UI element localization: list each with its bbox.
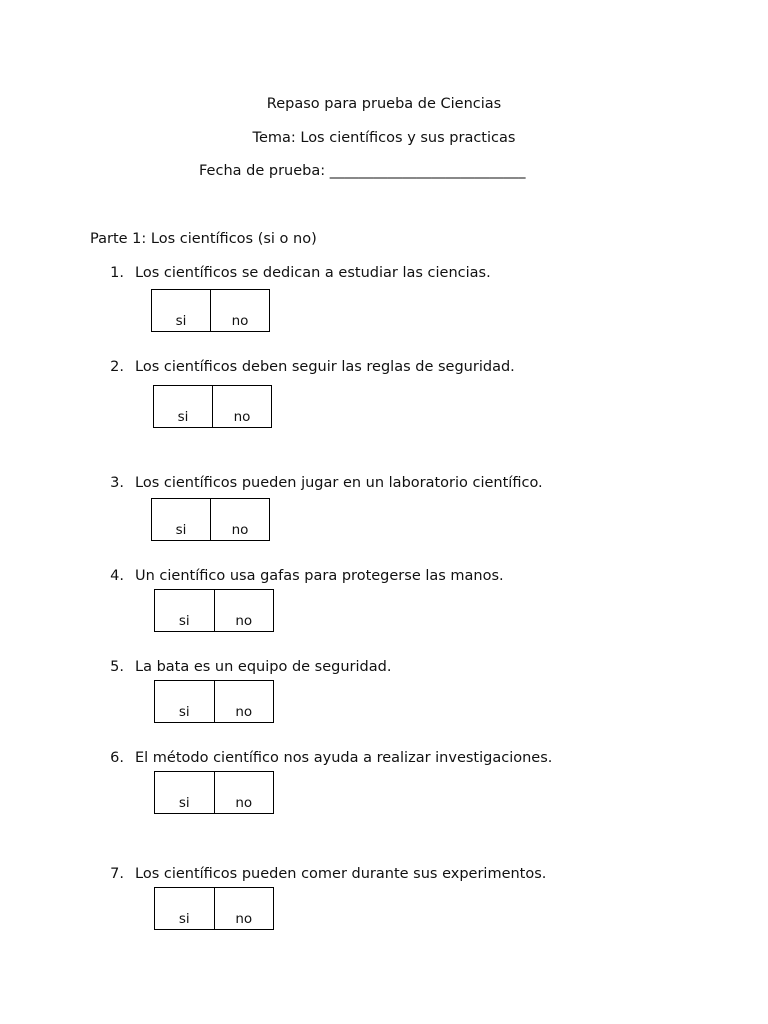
topic-line: Tema: Los científicos y sus practicas	[252, 130, 516, 146]
question-5-option-si[interactable]: si	[178, 704, 190, 720]
question-1-option-si[interactable]: si	[175, 313, 187, 329]
question-3-answer-box	[151, 498, 270, 541]
question-2-option-si[interactable]: si	[177, 409, 189, 425]
question-7-number: 7.	[110, 866, 124, 882]
test-date-line: Fecha de prueba: ___________________________	[199, 163, 526, 179]
question-3-option-no[interactable]: no	[210, 499, 269, 540]
question-3-option-si[interactable]: si	[175, 522, 187, 538]
question-2-answer-box	[153, 385, 272, 428]
page-title: Repaso para prueba de Ciencias	[266, 96, 502, 112]
question-5-answer-box	[154, 680, 274, 723]
question-7-text: Los científicos pueden comer durante sus experimentos.	[135, 866, 547, 882]
question-5-option-no[interactable]: no	[214, 681, 274, 722]
question-1-number: 1.	[110, 265, 124, 281]
question-1-text: Los científicos se dedican a estudiar las ciencias.	[135, 265, 491, 281]
question-2-number: 2.	[110, 359, 124, 375]
question-7-answer-box	[154, 887, 274, 930]
question-6-answer-box	[154, 771, 274, 814]
question-1-answer-box	[151, 289, 270, 332]
question-1-option-no[interactable]: no	[210, 290, 269, 331]
question-4-answer-box	[154, 589, 274, 632]
question-6-text: El método científico nos ayuda a realizar investigaciones.	[135, 750, 553, 766]
question-6-option-no[interactable]: no	[214, 772, 274, 813]
question-4-number: 4.	[110, 568, 124, 584]
question-2-option-no[interactable]: no	[212, 386, 271, 427]
question-4-text: Un científico usa gafas para protegerse las manos.	[135, 568, 504, 584]
question-5-text: La bata es un equipo de seguridad.	[135, 659, 392, 675]
question-7-option-si[interactable]: si	[178, 911, 190, 927]
question-5-number: 5.	[110, 659, 124, 675]
part1-heading: Parte 1: Los científicos (si o no)	[90, 231, 317, 247]
question-4-option-no[interactable]: no	[214, 590, 274, 631]
question-6-option-si[interactable]: si	[178, 795, 190, 811]
question-3-text: Los científicos pueden jugar en un laboratorio científico.	[135, 475, 543, 491]
question-6-number: 6.	[110, 750, 124, 766]
question-4-option-si[interactable]: si	[178, 613, 190, 629]
question-3-number: 3.	[110, 475, 124, 491]
question-7-option-no[interactable]: no	[214, 888, 274, 929]
question-2-text: Los científicos deben seguir las reglas de seguridad.	[135, 359, 515, 375]
